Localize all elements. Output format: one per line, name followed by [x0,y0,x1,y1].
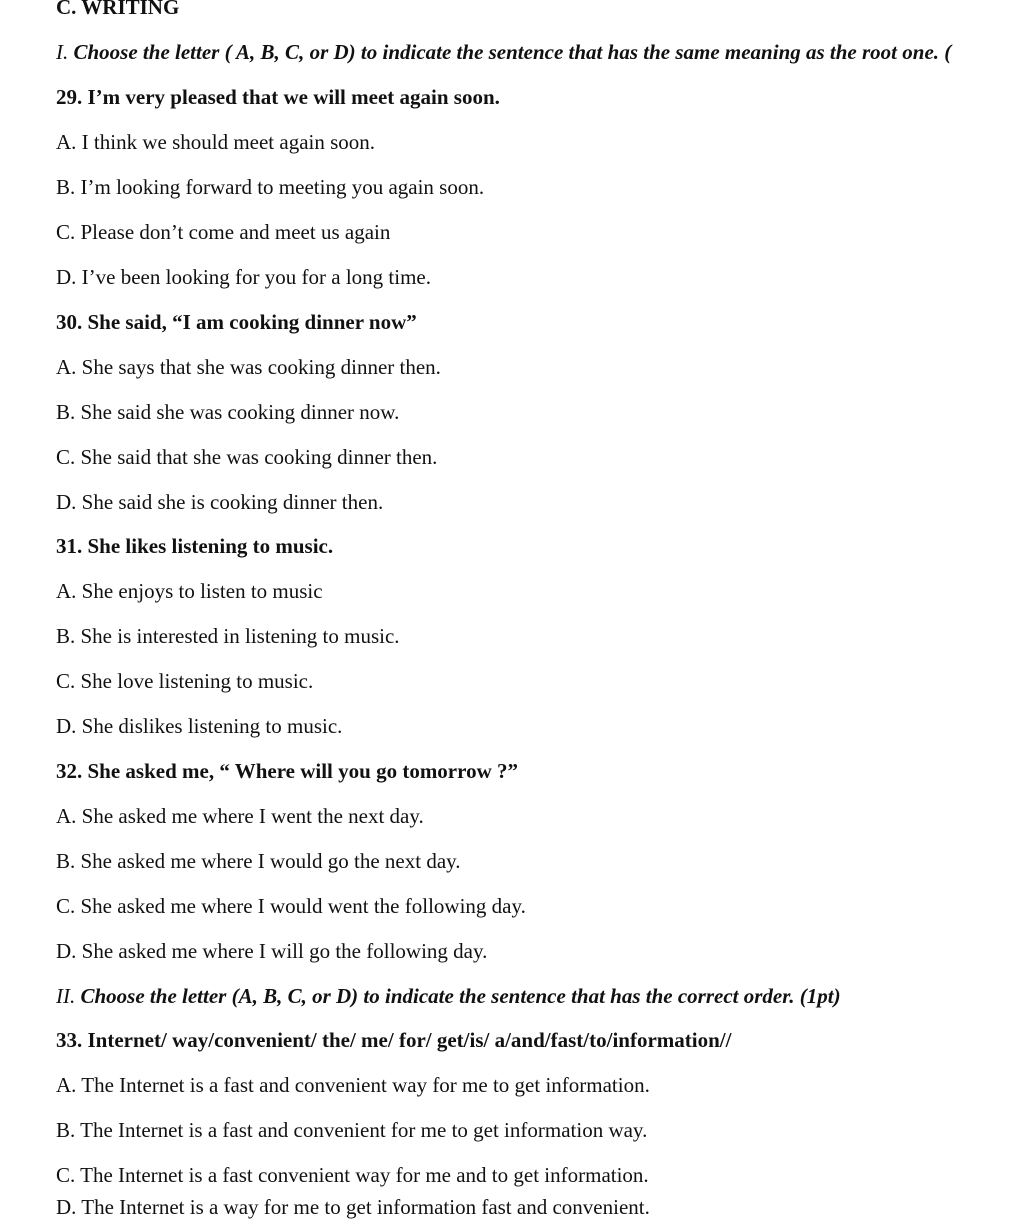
part1-roman-numeral: I. [56,40,69,64]
question-31-option-b: B. She is interested in listening to music. [56,624,400,648]
question-33-option-a: A. The Internet is a fast and convenient way for me to get information. [56,1073,650,1097]
question-29-option-d: D. I’ve been looking for you for a long time. [56,265,431,289]
question-30-option-d: D. She said she is cooking dinner then. [56,490,384,514]
question-31-stem: 31. She likes listening to music. [56,534,334,558]
part2-roman-numeral: II. [56,984,76,1008]
question-29-option-a: A. I think we should meet again soon. [56,130,376,154]
question-33-option-c: C. The Internet is a fast convenient way for me and to get information. [56,1163,649,1187]
section-heading: C. WRITING [56,0,180,19]
question-32-option-c: C. She asked me where I would went the following day. [56,894,526,918]
question-29-stem: 29. I’m very pleased that we will meet again soon. [56,85,500,109]
question-32-option-a: A. She asked me where I went the next day. [56,804,424,828]
part2-instruction [56,983,841,1009]
question-29-option-c: C. Please don’t come and meet us again [56,220,391,244]
question-32-stem: 32. She asked me, “ Where will you go tomorrow ?” [56,759,518,783]
part2-instruction-text: Choose the letter (A, B, C, or D) to indicate the sentence that has the correct order. (1pt) [75,984,841,1008]
question-33-option-b: B. The Internet is a fast and convenient for me to get information way. [56,1118,648,1142]
question-29-option-b: B. I’m looking forward to meeting you again soon. [56,175,485,199]
question-33-stem: 33. Internet/ way/convenient/ the/ me/ for/ get/is/ a/and/fast/to/information// [56,1028,732,1052]
question-31-option-c: C. She love listening to music. [56,669,314,693]
question-33-option-d: D. The Internet is a way for me to get information fast and convenient. [56,1195,650,1219]
question-32-option-d: D. She asked me where I will go the following day. [56,939,488,963]
question-30-stem: 30. She said, “I am cooking dinner now” [56,310,417,334]
part1-instruction-text: Choose the letter ( A, B, C, or D) to indicate the sentence that has the same meaning as the root one. ( [68,40,952,64]
part1-instruction [56,39,951,65]
question-30-option-b: B. She said she was cooking dinner now. [56,400,400,424]
question-31-option-a: A. She enjoys to listen to music [56,579,323,603]
question-30-option-c: C. She said that she was cooking dinner then. [56,445,438,469]
question-31-option-d: D. She dislikes listening to music. [56,714,343,738]
question-32-option-b: B. She asked me where I would go the next day. [56,849,461,873]
question-30-option-a: A. She says that she was cooking dinner then. [56,355,441,379]
